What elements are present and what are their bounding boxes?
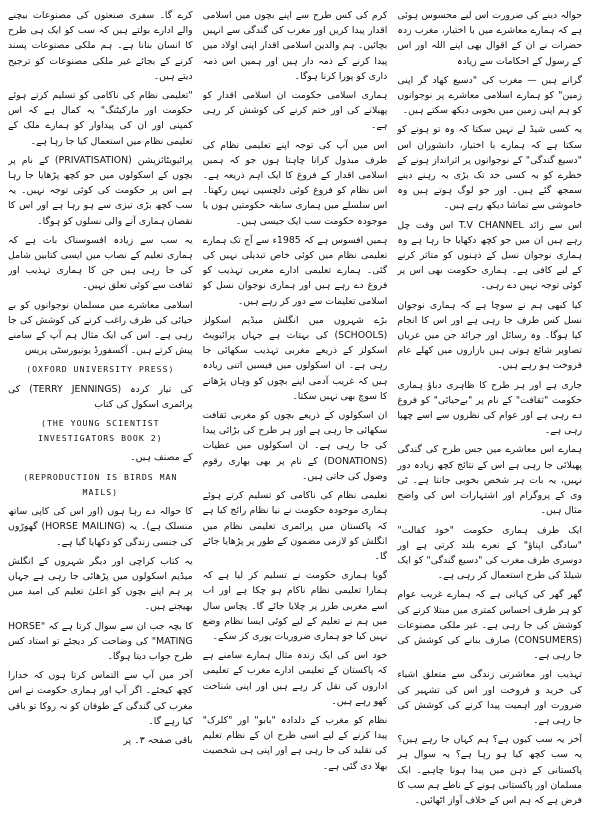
article-paragraph: ان اسکولوں کے ذریعے بچوں کو مغربی ثقافت سکھائی جا رہی ہے اور ہر طرح کی بڑائی پیدا کی جا رہی ہے۔ ان اسکولوں میں عطیات (DONATIONS) کے نام پر بھی بھاری رقوم وصول کی جاتی ہیں۔ (202, 410, 388, 482)
article-paragraph: کیا کبھی ہم نے سوچا ہے کہ ہماری نوجوان نسل کس طرف جا رہی ہے اور اس کا انجام کیا ہوگا۔ وہ رسائل اور جرائد جن میں عریاں تصاویر شائع ہوتی ہیں بازاروں میں کھلے عام فروخت ہو رہے ہیں۔ (397, 299, 582, 372)
article-paragraph: ہماری اسلامی حکومت ان اسلامی اقدار کو پھیلانے کی اور ختم کرنے کی کوشش کر رہی ہے۔ (202, 90, 388, 132)
article-paragraph: نظام کو مغرب کے دلدادہ "بابو" اور "کلرک" پیدا کرنے کے لیے اسی طرح ان کے نظام تعلیم کی تقلید کی جا رہی ہے اور اپنی ہی شخصیت بھلا دی گئی ہے۔ (202, 714, 388, 772)
article-paragraph: (THE YOUNG SCIENTIST INVESTIGATORS BOOK 2) (38, 418, 163, 444)
article-paragraph: کرم کی کس طرح سے اپنے بچوں میں اسلامی اقدار پیدا کریں اور مغرب کی گندگی سے انہیں بچائیں۔ ہم والدین اسلامی اقدار اپنی اولاد میں پیدا کرنے کے ذمہ دار ہیں اور ہمیں اس ذمہ داری کو پورا کرنا ہوگا۔ (202, 10, 388, 82)
column-middle (203, 8, 388, 821)
article-paragraph: خود اس کی ایک زندہ مثال ہمارے سامنے ہے کہ پاکستان کے تعلیمی ادارے مغرب کے تعلیمی اداروں کی نقل کر رہے ہیں اور اپنی شناخت کھو رہے ہیں۔ (202, 650, 388, 707)
article-paragraph: اس میں آپ کی توجہ اپنے تعلیمی نظام کی طرف مبذول کرانا چاہتا ہوں جو کہ ہمیں اسلامی اقدار کے فروغ کا ایک اہم ذریعہ ہے۔ اس نظام کو فروغ کوئی دلچسپی نہیں رکھتا۔ اس سلسلے میں ہماری سابقہ حکومتیں ہوں یا موجودہ حکومت سب ایک جیسی ہیں۔ (202, 139, 388, 227)
article-paragraph: کرے گا۔ سفری صنعتوں کی مصنوعات بیچنے والے ادارے بولتے ہیں کہ سب کو ایک ہی طرح کا انسان بنانا ہے۔ ہم ملکی مصنوعات پسند کرنے کے بجائے غیر ملکی مصنوعات کو ترجیح دیتے ہیں۔ (7, 10, 193, 82)
continued-note: باقی صفحہ ۳۔ پر (123, 734, 193, 746)
article-paragraph: ایک طرف ہماری حکومت "خود کفالت" "سادگی اپناؤ" کے نعرے بلند کرتی ہے اور دوسری طرف مغرب کی "دسیع گندگی" کو ایک شیلڈ کی طرح استعمال کر رہی ہے۔ (397, 524, 582, 582)
article-paragraph: اس سے زائد T.V CHANNEL اس وقت چل رہے ہیں ان میں جو کچھ دکھایا جا رہا ہے وہ ہماری نوجوان نسل کے ذہنوں کو متاثر کرنے کے لیے کافی ہے۔ ہماری حکومت بھی اس پر کوئی توجہ نہیں دے رہی۔ (397, 219, 582, 292)
article-paragraph: "تعلیمی نظام کی ناکامی کو تسلیم کرتے ہوئے حکومت اور مارکیٹنگ" یہ کمال ہے کہ اس کمپنی اور ان کی پیداوار کو ہمارے ملک کے تعلیمی نظام میں استعمال کیا جا رہا ہے۔ (7, 90, 193, 147)
article-paragraph: گویا ہماری حکومت نے تسلیم کر لیا ہے کہ ہمارا تعلیمی نظام ناکام ہو چکا ہے اور اب اسے مغربی طرز پر چلایا جائے گا۔ پچاس سال میں ہم نے تعلیم کے لیے کوئی ایسا نظام وضع نہیں کیا جو ہماری ضروریات پوری کر سکے۔ (202, 570, 388, 642)
column-left (8, 8, 193, 821)
article-paragraph: کی تیار کردہ (TERRY JENNINGS) کی پرائمری اسکول کی کتاب (7, 383, 193, 410)
column-right (397, 8, 582, 821)
article-paragraph: تعلیمی نظام کی ناکامی کو تسلیم کرتے ہوئے ہماری موجودہ حکومت نے نیا نظام رائج کیا ہے کہ پاکستان میں پرائمری تعلیمی نظام میں انگلش کو لازمی مضمون کے طور پر پڑھایا جائے گا۔ (202, 490, 388, 562)
article-paragraph: کا حوالہ دے رہا ہوں (اور اس کی کاپی ساتھ منسلک ہے)۔ یہ (HORSE MAILING) گھوڑوں کی جنسی زندگی کو دکھایا گیا ہے۔ (7, 506, 193, 548)
article-paragraph: اسلامی معاشرے میں مسلمان نوجوانوں کو بے حیائی کی طرف راغب کرنے کی کوشش کی جا رہی ہے۔ اس کی ایک مثال ہم آپ کے سامنے پیش کرتے ہیں۔ آکسفورڈ یونیورسٹی پریس (7, 299, 193, 357)
article-paragraph: بڑے شہروں میں انگلش میڈیم اسکولز (SCHOOLS) کی بہتات ہے جہاں پرائیویٹ اسکولز کے ذریعے مغربی تہذیب سکھائی جا رہی ہے۔ ان اسکولوں میں فیسیں اتنی زیادہ ہیں کہ غریب آدمی اپنے بچوں کو وہاں پڑھانے کا سوچ بھی نہیں سکتا۔ (202, 314, 388, 402)
article-paragraph: (OXFORD UNIVERSITY PRESS) (26, 364, 175, 375)
article-paragraph: حوالہ دینے کی ضرورت اس لیے محسوس ہوئی ہے کہ ہمارے معاشرے میں با اختیار، مغرب زدہ حضرات نے ان کے اقوال بھی اپنے اللہ اور اس کے رسول کے احکامات سے زیادہ (397, 10, 582, 67)
article-paragraph: کے مصنف ہیں۔ (130, 452, 193, 464)
article-paragraph: کا بچہ جب ان سے سوال کرتا ہے کہ "HORSE MATING" کی وضاحت کر دیجئے تو استاد کس طرح جواب دیتا ہوگا۔ (7, 620, 193, 662)
article-paragraph: یہ کسی شیڈ لے نہیں سکتا کہ وہ تو ہونے کو سکتا ہے کہ ہمارے با اختیار، دانشوران اس "دسیع گندگی" کے نوجوانوں پر اثرانداز ہونے کے خطرے کو بہ کسی حد تک بڑی بہ رہنے دینے سمجھ گئے ہیں۔ اور جو لوگ ہوتے ہیں وہ خاموشی سے تماشا دیکھ رہے ہیں۔ (397, 124, 582, 212)
article-paragraph: ہمیں افسوس ہے کہ 1985ء سے آج تک ہمارے تعلیمی نظام میں کوئی خاص تبدیلی نہیں کی گئی۔ ہمارے تعلیمی ادارے مغربی تہذیب کو فروغ دے رہے ہیں اور ہماری نوجوان نسل کو اسلامی تعلیمات سے دور کر رہے ہیں۔ (202, 234, 388, 307)
article-paragraph: گرانے ہیں — مغرب کی "دسیع کھاد گر اپنی زمین" کو ہمارے اسلامی معاشرے پر نوجوانوں کو ہم اپنی زمین میں بخوبی دیکھ سکتے ہیں۔ (397, 74, 582, 117)
article-paragraph: یہ سب سے زیادہ افسوسناک بات ہے کہ ہماری تعلیم کے نصاب میں ایسی کتابیں شامل کی جا رہی ہیں جن کا ہماری تہذیب اور ثقافت سے کوئی تعلق نہیں۔ (7, 234, 193, 292)
article-paragraph: آخر میں آپ سے التماس کرتا ہوں کہ خدارا کچھ کیجئے۔ اگر آپ اور ہماری حکومت نے اس مغرب کی گندگی کے طوفان کو نہ روکا تو باقی کیا رہے گا۔ (7, 670, 193, 727)
article-paragraph: پرائیویٹائزیشن (PRIVATISATION) کے نام پر بچوں کے اسکولوں میں جو کچھ پڑھایا جا رہا ہے اس پر حکومت کی کوئی توجہ نہیں۔ یہ سب کچھ بڑی تیزی سے ہو رہا ہے اور اس کا نقصان ہماری آنے والی نسلوں کو ہوگا۔ (7, 154, 193, 227)
article-paragraph: یہ کتاب کراچی اور دیگر شہروں کے انگلش میڈیم اسکولوں میں پڑھائی جا رہی ہے جہاں پر ہم اپنے بچوں کو اعلیٰ تعلیم کی امید میں بھیجتے ہیں۔ (7, 555, 193, 613)
article-paragraph: گھر گھر کی کہانی ہے کہ ہمارے غریب عوام کو ہر طرف احساس کمتری میں مبتلا کرنے کی کوشش کی جا رہی ہے۔ غیر ملکی مصنوعات (CONSUMERS) صارف بنانے کی کوشش کی جا رہی ہے۔ (397, 589, 582, 662)
article-paragraph: تہذیب اور معاشرتی زندگی سے متعلق اشیاء کی خرید و فروخت اور اس کی تشہیر کی ضرورت اور اہمیت پیدا کرنے کی کوشش کی جا رہی ہے۔ (397, 669, 582, 726)
article-paragraph: (REPRODUCTION IS BIRDS MAN MAILS) (23, 471, 178, 497)
article-paragraph: آخر یہ سب کیوں ہے؟ ہم کہاں جا رہے ہیں؟ یہ سب کچھ کیا ہو رہا ہے؟ یہ سوال ہر پاکستانی کے ذہن میں پیدا ہونا چاہیے۔ ایک مسلمان اور پاکستانی ہونے کے ناطے ہم سب کا فرض ہے کہ ہم اس کے خلاف آواز اٹھائیں۔ (397, 734, 582, 806)
article-paragraph: جاری ہے اور ہر طرح کا ظاہری دباؤ ہماری حکومت "ثقافت" کے نام پر "بےحیائی" کو فروغ دے رہی ہے اور عوام کی نظروں سے اسے چھپا رہی ہے۔ (397, 379, 582, 437)
article-columns (8, 8, 582, 821)
article-paragraph: ہمارے اس معاشرے میں جس طرح کی گندگی پھیلائی جا رہی ہے اس کے نتائج کچھ زیادہ دور نہیں، یہ بات ہر شخص بخوبی جانتا ہے۔ ٹی وی کے پروگرام اور اشتہارات اس کی واضح مثال ہیں۔ (397, 444, 582, 517)
